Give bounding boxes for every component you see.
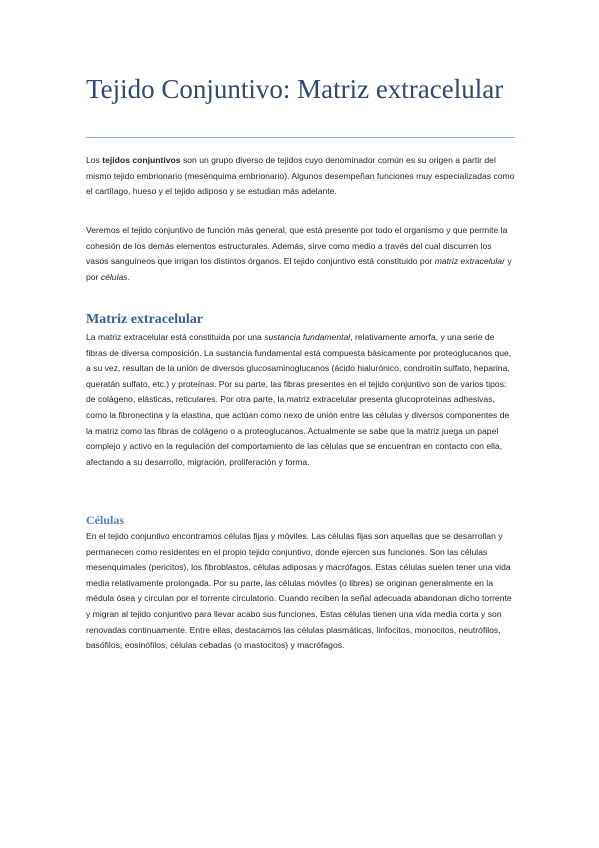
intro-paragraph-2: [86, 223, 516, 285]
matriz-rest: , relativamente amorfa, y una serie de fibras de diversa composición. La sustancia fundamental está compuesta básicamente por proteoglucanos que, a su vez, resultan de la unión de diversos glucosaminoglucanos (ácido hialurónico, condroitín sulfato, heparina, queratán sulfato, etc.) y proteínas. Por su parte, las fibras presentes en el tejido conjuntivo son de varios tipos: de colágeno, elásticas, reticulares. Por otra parte, la matriz extracelular presenta glucoproteínas adhesivas, como la fibronectina y la elastina, que actúan como nexo de unión entre las células y diversos componentes de la matriz como las fibras de colágeno o a proteoglucanos. Actualmente se sabe que la matriz juega un papel complejo y activo en la regulación del comportamiento de las células que se encuentran en contacto con ella, afectando a su desarrollo, migración, proliferación y forma.: [86, 332, 512, 467]
document-title: Tejido Conjuntivo: Matriz extracelular: [86, 74, 504, 104]
matriz-paragraph: [86, 330, 516, 470]
section-heading-matriz: Matriz extracelular: [86, 312, 203, 327]
intro-p1-rest: son un grupo diverso de tejidos cuyo denominador común es su origen a partir del mismo tejido embrionario (mesénquima embrionario). Algunos desempeñan funciones muy especializadas como el cartílago, hueso y el tejido adiposo y se estudian más adelante.: [86, 155, 515, 197]
matriz-prefix: La matriz extracelular está constituida por una: [86, 332, 265, 342]
intro-p2-end: .: [127, 271, 130, 282]
term-tejidos-conjuntivos: tejidos conjuntivos: [102, 155, 181, 165]
section-heading-celulas: Células: [86, 513, 125, 527]
celulas-paragraph: En el tejido conjuntivo encontramos células fijas y móviles. Las células fijas son aquellas que se desarrollan y permanecen como residentes en el propio tejido conjuntivo, donde ejercen sus funciones. Son las células mesenquimales (pericitos), los fibroblastos, células adiposas y macrófagos. Estas células suelen tener una vida media relativamente prolongada. Por su parte, las células móviles (o libres) se originan generalmente en la médula ósea y circulan por el torrente circulatorio. Cuando reciben la señal adecuada abandonan dicho torrente y migran al tejido conjuntivo para llevar acabo sus funciones. Estas células tienen una vida media corta y son renovadas continuamente. Entre ellas, destacamos las células plasmáticas, linfocitos, monocitos, neutrófilos, basófilos, eosinófilos, células cebadas (o mastocitos) y macrófagos.: [86, 531, 512, 651]
term-celulas: células: [100, 271, 128, 282]
title-underline: [86, 137, 515, 138]
intro-p1-prefix: Los: [86, 155, 103, 165]
intro-paragraph-1: [86, 153, 516, 200]
intro-p2-text: Veremos el tejido conjuntivo de función más general, que está presente por todo el organismo y que permite la cohesión de los demás elementos estructurales. Además, sirve como medio a través del cual discurren los vasos sanguíneos que irrigan los distintos órganos. El tejido conjuntivo está constituido por: [86, 225, 508, 267]
intro-p2-mid: y por: [86, 256, 512, 282]
term-sustancia-fundamental: sustancia fundamental: [264, 332, 351, 342]
term-matriz-extracelular: matriz extracelular: [434, 256, 505, 267]
